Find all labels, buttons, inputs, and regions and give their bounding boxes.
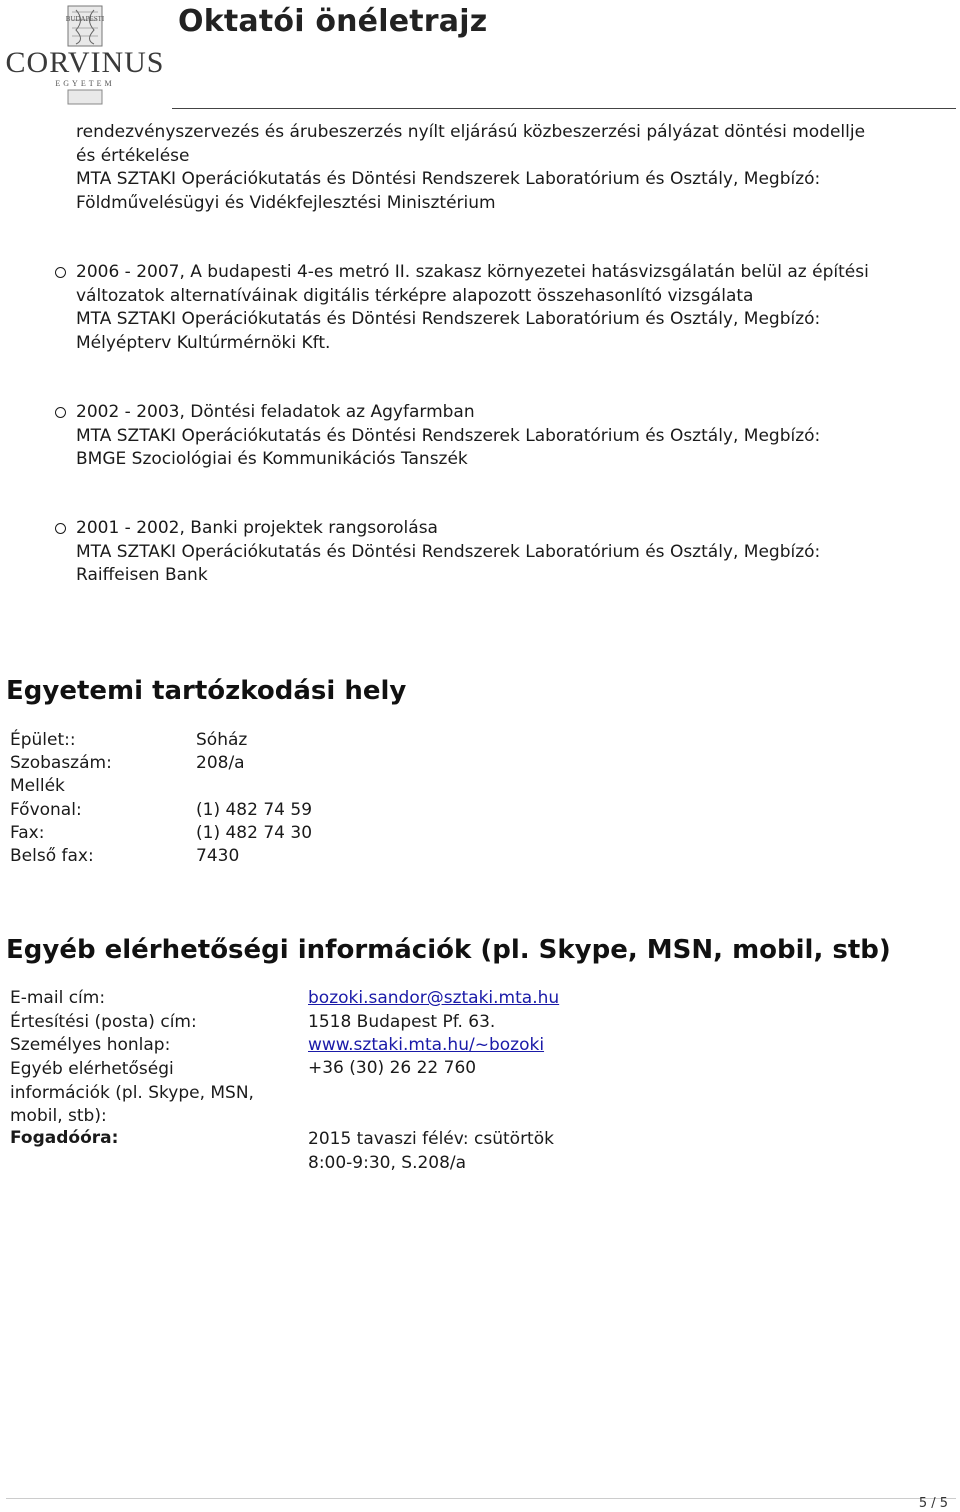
location-key: Épület:: bbox=[10, 730, 76, 750]
office-hours-label: Fogadóóra: bbox=[10, 1128, 119, 1148]
postal-value: 1518 Budapest Pf. 63. bbox=[308, 1012, 496, 1032]
project-line: BMGE Szociológiai és Kommunikációs Tanszék bbox=[76, 449, 468, 469]
location-key: Szobaszám: bbox=[10, 753, 112, 773]
project-line: rendezvényszervezés és árubeszerzés nyílt eljárású közbeszerzési pályázat döntési modellje bbox=[76, 122, 866, 142]
email-label: E-mail cím: bbox=[10, 988, 106, 1008]
project-line: 2001 - 2002, Banki projektek rangsorolása bbox=[76, 518, 438, 538]
project-line: MTA SZTAKI Operációkutatás és Döntési Rendszerek Laboratórium és Osztály, Megbízó: bbox=[76, 309, 821, 329]
document-title: Oktatói önéletrajz bbox=[178, 4, 488, 39]
project-line: Raiffeisen Bank bbox=[76, 565, 208, 585]
bullet-icon bbox=[55, 267, 66, 278]
other-label-line: mobil, stb): bbox=[10, 1106, 107, 1126]
office-hours-line: 2015 tavaszi félév: csütörtök bbox=[308, 1129, 554, 1149]
project-entry bbox=[76, 261, 946, 355]
other-value: +36 (30) 26 22 760 bbox=[308, 1058, 477, 1078]
section-heading-contact: Egyéb elérhetőségi információk (pl. Skype, MSN, mobil, stb) bbox=[6, 935, 891, 965]
project-entry bbox=[76, 517, 946, 588]
header-divider bbox=[172, 108, 956, 109]
logo-main-text: CORVINUS bbox=[6, 46, 164, 79]
location-key: Fax: bbox=[10, 823, 45, 843]
footer-divider bbox=[6, 1498, 956, 1499]
project-line: MTA SZTAKI Operációkutatás és Döntési Rendszerek Laboratórium és Osztály, Megbízó: bbox=[76, 425, 821, 446]
section-heading-location: Egyetemi tartózkodási hely bbox=[6, 676, 407, 706]
project-line: 2006 - 2007, A budapesti 4-es metró II. szakasz környezetei hatásvizsgálatán belül az építési bbox=[76, 262, 869, 282]
office-hours-line: 8:00-9:30, S.208/a bbox=[308, 1152, 467, 1173]
email-link[interactable]: bozoki.sandor@sztaki.mta.hu bbox=[308, 988, 560, 1008]
project-line: Mélyépterv Kultúrmérnöki Kft. bbox=[76, 332, 331, 353]
project-entry-continued bbox=[76, 121, 946, 215]
location-value: 7430 bbox=[196, 846, 240, 866]
bullet-icon bbox=[55, 407, 66, 418]
location-value: (1) 482 74 30 bbox=[196, 823, 313, 843]
project-line: és értékelése bbox=[76, 145, 190, 166]
location-key: Belső fax: bbox=[10, 846, 94, 866]
contact-row-other bbox=[10, 1058, 300, 1130]
location-value: (1) 482 74 59 bbox=[196, 800, 313, 820]
other-label-line: információk (pl. Skype, MSN, bbox=[10, 1082, 254, 1103]
location-value: 208/a bbox=[196, 753, 245, 773]
office-hours-value bbox=[308, 1128, 554, 1175]
project-entry bbox=[76, 401, 946, 472]
page-number: 5 / 5 bbox=[918, 1496, 948, 1511]
project-line: MTA SZTAKI Operációkutatás és Döntési Rendszerek Laboratórium és Osztály, Megbízó: bbox=[76, 541, 821, 562]
project-line: változatok alternatíváinak digitális térképre alapozott összehasonlító vizsgálata bbox=[76, 285, 754, 306]
logo-top-text: BUDAPESTI bbox=[65, 15, 105, 23]
project-line: 2002 - 2003, Döntési feladatok az Agyfarmban bbox=[76, 402, 475, 422]
bullet-icon bbox=[55, 523, 66, 534]
other-label bbox=[10, 1058, 254, 1129]
postal-label: Értesítési (posta) cím: bbox=[10, 1012, 197, 1032]
location-value: Sóház bbox=[196, 730, 248, 750]
page-header bbox=[0, 0, 960, 112]
other-label-line: Egyéb elérhetőségi bbox=[10, 1059, 174, 1079]
corvinus-logo bbox=[6, 4, 164, 106]
location-key: Mellék bbox=[10, 776, 65, 796]
homepage-link[interactable]: www.sztaki.mta.hu/~bozoki bbox=[308, 1035, 545, 1055]
location-key: Fővonal: bbox=[10, 800, 82, 820]
logo-bottom-text: EGYETEM bbox=[55, 79, 115, 88]
homepage-label: Személyes honlap: bbox=[10, 1035, 171, 1055]
project-line: MTA SZTAKI Operációkutatás és Döntési Rendszerek Laboratórium és Osztály, Megbízó: bbox=[76, 169, 821, 189]
project-line: Földművelésügyi és Vidékfejlesztési Minisztérium bbox=[76, 192, 496, 213]
